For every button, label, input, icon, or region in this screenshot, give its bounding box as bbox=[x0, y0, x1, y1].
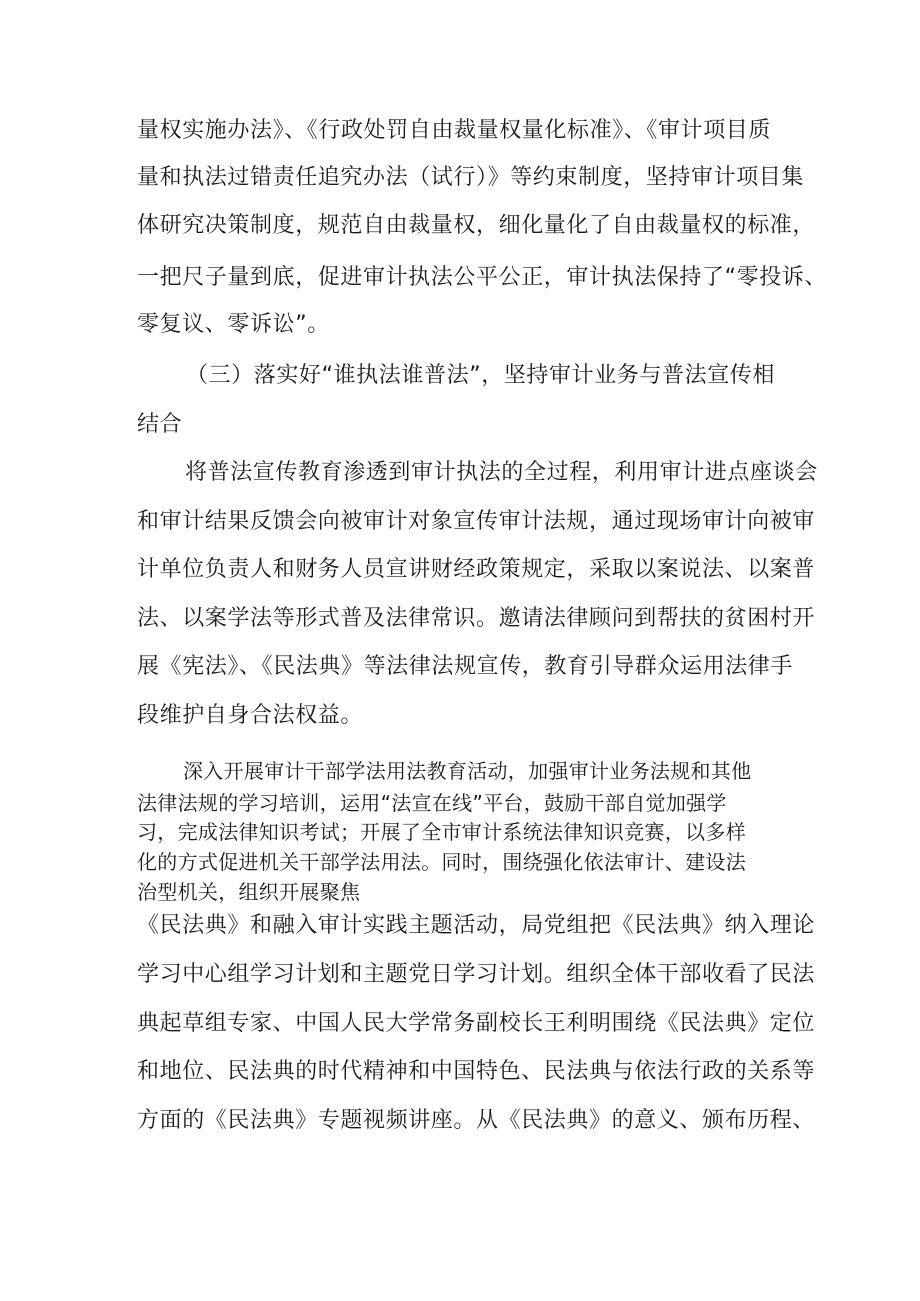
paragraph-3-line-2: 法律法规的学习培训，运用“法宣在线”平台，鼓励干部自觉加强学 bbox=[137, 791, 727, 815]
paragraph-4-line-2: 学习中心组学习计划和主题党日学习计划。组织全体干部收看了民法 bbox=[137, 962, 816, 987]
paragraph-4-line-1: 《民法典》和融入审计实践主题活动，局党组把《民法典》纳入理论 bbox=[137, 913, 816, 938]
paragraph-1-line-1: 量权实施办法》、《行政处罚自由裁量权量化标准》、《审计项目质 bbox=[137, 118, 772, 143]
paragraph-1-line-3: 体研究决策制度，规范自由裁量权，细化量化了自由裁量权的标准， bbox=[137, 213, 816, 238]
paragraph-3-line-3: 习，完成法律知识考试；开展了全市审计系统法律知识竞赛，以多样 bbox=[137, 820, 746, 844]
paragraph-2-line-6: 段维护自身合法权益。 bbox=[137, 703, 364, 728]
paragraph-1-line-2: 量和执法过错责任追究办法（试行）》等约束制度，坚持审计项目集 bbox=[137, 165, 805, 190]
paragraph-4-line-4: 和地位、民法典的时代精神和中国特色、民法典与依法行政的关系等 bbox=[137, 1059, 816, 1084]
section-heading-line-1: （三）落实好“谁执法谁普法”，坚持审计业务与普法宣传相 bbox=[186, 363, 775, 388]
paragraph-2-line-5: 展《宪法》、《民法典》等法律法规宣传，教育引导群众运用法律手 bbox=[137, 654, 794, 679]
paragraph-3-line-4: 化的方式促进机关干部学法用法。同时，围绕强化依法审计、建设法 bbox=[137, 850, 746, 874]
paragraph-2-line-1: 将普法宣传教育渗透到审计执法的全过程，利用审计进点座谈会 bbox=[185, 460, 818, 485]
paragraph-2-line-3: 计单位负责人和财务人员宣讲财经政策规定，采取以案说法、以案普 bbox=[137, 557, 816, 582]
paragraph-4-line-3: 典起草组专家、中国人民大学常务副校长王利明围绕《民法典》定位 bbox=[137, 1011, 816, 1036]
paragraph-1-line-5: 零复议、零诉讼”。 bbox=[137, 312, 330, 337]
paragraph-2-line-4: 法、以案学法等形式普及法律常识。邀请法律顾问到帮扶的贫困村开 bbox=[137, 606, 816, 631]
paragraph-1-line-4: 一把尺子量到底，促进审计执法公平公正，审计执法保持了“零投诉、 bbox=[137, 265, 827, 290]
section-heading-line-2: 结合 bbox=[137, 412, 183, 437]
paragraph-3-line-1: 深入开展审计干部学法用法教育活动，加强审计业务法规和其他 bbox=[183, 759, 752, 783]
paragraph-3-line-5: 治型机关，组织开展聚焦 bbox=[137, 880, 361, 904]
paragraph-4-line-5: 方面的《民法典》专题视频讲座。从《民法典》的意义、颁布历程、 bbox=[137, 1108, 816, 1133]
paragraph-2-line-2: 和审计结果反馈会向被审计对象宣传审计法规，通过现场审计向被审 bbox=[137, 509, 816, 534]
